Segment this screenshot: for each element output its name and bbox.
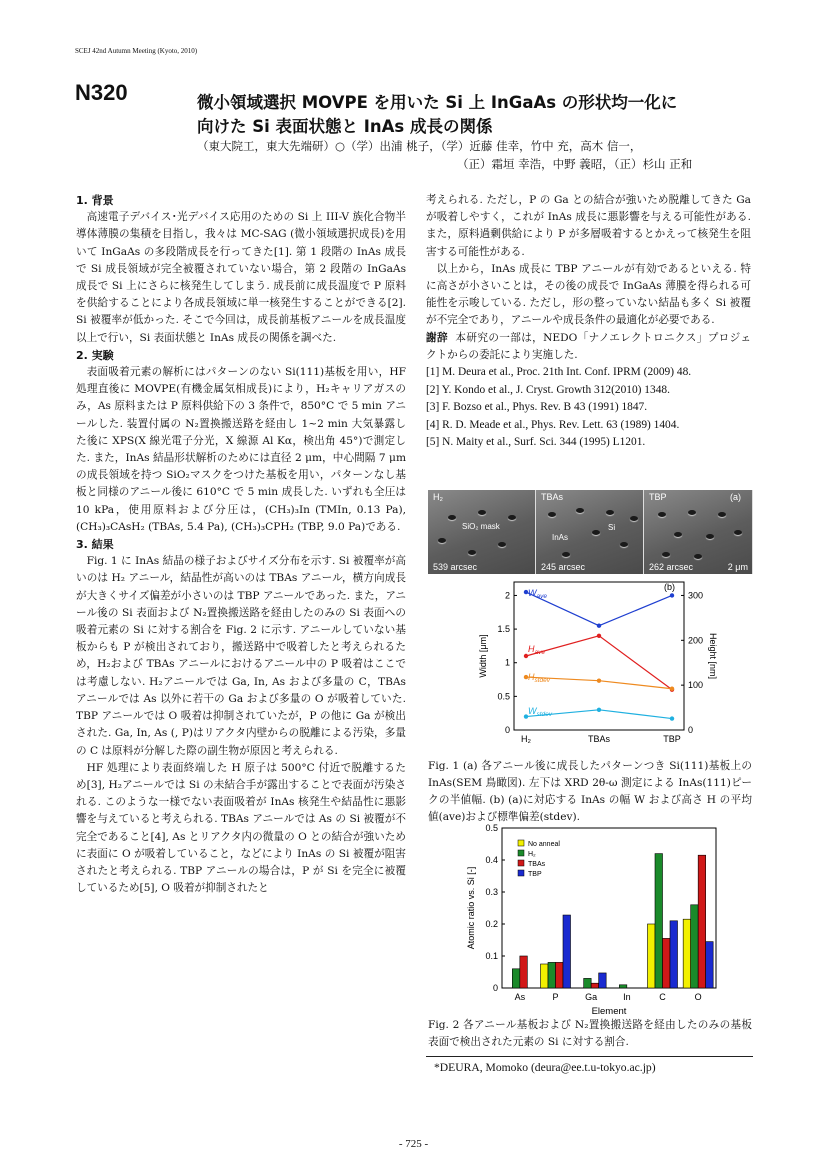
ack-heading: 謝辞 (426, 331, 448, 344)
results-continued: 考えられる. ただし，P の Ga との結合が強いため脱離してきた Ga が吸着しやすく，これが InAs 成長に悪影響を与える可能性がある. また，原料過剰供給により P が多層吸着するとかえって核発生を阻害する可能性がある. (426, 194, 751, 258)
fig2-caption: Fig. 2 各アニール基板および N₂置換搬送路を経由したのみの基板表面で検出された元素の Si に対する割合. (428, 1019, 752, 1048)
section-heading-experiment: 2. 実験 (76, 348, 114, 362)
series-line (526, 592, 672, 626)
bar (648, 924, 656, 988)
fig1-caption: Fig. 1 (a) 各アニール後に成長したパターンつき Si(111)基板上の InAs(SEM 鳥瞰図). 左下は XRD 2θ-ω 測定による InAs(111)ピークの半値幅. (b) (a)に対応する InAs の幅 W および高さ H の平均値(ave)および標準偏差(stdev). (428, 760, 752, 823)
data-point (597, 678, 601, 682)
conclusion-paragraph: 以上から，InAs 成長に TBP アニールが有効であるといえる. 特に高さが小さいことは，その後の成長で InGaAs 薄膜を得られる可能性を示唆している. ただし，形の整っていない結晶も多く Si 被覆が不完全であり，アニールや成長条件の最適化が必要である. (426, 262, 751, 327)
legend-swatch (518, 850, 524, 856)
bar (619, 985, 627, 988)
y-axis-title: Atomic ratio vs. Si [-] (466, 866, 476, 950)
background-paragraph: 高速電子デバイス･光デバイス応用のための Si 上 III-V 族化合物半導体薄膜の集積を目指し，我々は MC-SAG (微小領域選択成長)を用いて InGaAs の多段階成長を行ってきた[1]. 第 1 段階の InAs 成長で Si 成長領域が完全被覆されていない場合，第 2 段階の InGaAs 成長で Si 上にさらに核発生してしまう. 成長前に成長温度で P 原料を供給することにより各成長領域に単一核発生することができる[2]. Si 被覆率が低かった. そこで今回は，成長前基板アニールを成長温度以上で行い，Si 表面状態と InAs 成長の関係を調べた. (76, 211, 406, 344)
legend-label: H₂ (528, 851, 536, 858)
paper-title (197, 91, 757, 139)
data-point (670, 593, 674, 597)
x-tick-label: C (659, 992, 666, 1002)
y-tick-label: 0.5 (485, 823, 498, 833)
sem-panel-h2 (428, 490, 536, 574)
crystal-hole (468, 550, 476, 555)
conference-header: SCEJ 42nd Autumn Meeting (Kyoto, 2010) (75, 47, 198, 55)
bar (520, 956, 528, 988)
y2-tick-label: 200 (688, 635, 704, 646)
crystal-hole (508, 515, 516, 520)
reference-item: [3] F. Bozso et al., Phys. Rev. B 43 (1991) 1847. (426, 401, 648, 414)
reference-item: [1] M. Deura et al., Proc. 21th Int. Conf. IPRM (2009) 48. (426, 366, 692, 379)
y-tick-label: 0.1 (485, 951, 498, 961)
bar (556, 962, 564, 988)
crystal-hole (606, 510, 614, 515)
section-heading-results: 3. 結果 (76, 538, 114, 552)
section-heading-background: 1. 背景 (76, 194, 114, 207)
data-point (597, 634, 601, 638)
y2-tick-label: 100 (688, 680, 704, 691)
sem-panel-label: TBAs (541, 492, 564, 502)
y-tick-label: 0.2 (485, 919, 498, 929)
y-axis-title: Width [μm] (478, 634, 488, 678)
crystal-hole (576, 508, 584, 513)
crystal-hole (562, 552, 570, 557)
legend-swatch (518, 840, 524, 846)
si-label: Si (608, 523, 616, 532)
crystal-hole (706, 534, 714, 539)
title-line-1: 微小領域選択 MOVPE を用いた Si 上 InGaAs の形状均一化に (197, 93, 678, 112)
crystal-hole (674, 532, 682, 537)
bar (512, 969, 520, 988)
crystal-hole (478, 510, 486, 515)
y-tick-label: 0.5 (497, 691, 510, 702)
data-point (597, 708, 601, 712)
chart-tag: (b) (664, 582, 675, 592)
crystal-hole (734, 530, 742, 535)
results-paragraph-1: Fig. 1 に InAs 結晶の様子およびサイズ分布を示す. Si 被覆率が高いのは H₂ アニール，結晶性が高いのは TBAs アニール，横方向成長が大きくサイズ偏差が小さいのは TBP アニールであった. また，アニール後の Si 表面および N₂置換搬送路を経由したのみの Si 表面への吸着元素の Si に対する割合を Fig. 2 に示す. アニールしていない基板からも P が検出されており，搬送路中で吸着したと考えられるため，H₂および TBAs アニールにおけるアニール中の P 吸着はここでは考慮しない. H₂アニールでは Ga, In, As および多量の C，TBAs アニールでは As 以外に若干の Ga および多量の O が吸着していた. TBP アニールでは O 吸着は抑制されていたが，P の他に Ga が検出された. Ga, In, As (, P)はリアクタ内壁からの脱離による汚染，多量の C は原料が分解した際の副生物が原因と考えられる. (76, 555, 406, 757)
bar (670, 921, 678, 988)
experiment-paragraph: 表面吸着元素の解析にはパターンのない Si(111)基板を用い，HF 処理直後に MOVPE(有機金属気相成長)により，H₂キャリアガスのみ，As 原料または P 原料供給下の 3 条件で，850°C で 5 min アニールした. 装置付属の N₂置換搬送路を経由し 1~2 min 大気暴露した後に XPS(X 線光電子分光，X 線源 Al Kα，検出角 45°)で測定した. また，InAs 結晶形状解析のためには直径 2 μm，中心間隔 7 μm の成長領域を持つ SiO₂マスクをつけた基板を用い，パターンなし基板と同様のアニール後に 610°C で 5 min 成長した. いずれも全圧は 10 kPa，使用原料および分圧は，(CH₃)₃In (TMIn, 0.13 Pa), (CH₃)₃CAsH₂ (TBAs, 5.4 Pa), (CH₃)₃CPH₂ (TBP, 9.0 Pa)である. (76, 366, 406, 533)
fig1b-chart (478, 576, 716, 754)
crystal-hole (662, 552, 670, 557)
x-tick-label: As (514, 992, 526, 1002)
bar (683, 919, 691, 988)
crystal-hole (548, 512, 556, 517)
page-number: - 725 - (398, 1138, 429, 1150)
ack-text: 本研究の一部は，NEDO「ナノエレクトロニクス」プロジェクトからの委託により実施した. (426, 331, 751, 361)
fig2-chart (462, 822, 724, 1018)
acknowledgement (426, 330, 751, 364)
y-tick-label: 0.3 (485, 887, 498, 897)
data-point (524, 654, 528, 658)
crystal-hole (630, 516, 638, 521)
y2-tick-label: 300 (688, 590, 704, 601)
sem-panel-tbp (644, 490, 753, 574)
data-point (597, 624, 601, 628)
sem-panel-label: TBP (649, 492, 667, 502)
corresponding-author: *DEURA, Momoko (deura@ee.t.u-tokyo.ac.jp) (434, 1061, 656, 1074)
bar (691, 905, 699, 988)
y2-axis-title: Height [nm] (708, 632, 718, 680)
bar (541, 964, 549, 988)
sem-image-panel (428, 490, 752, 574)
crystal-hole (438, 538, 446, 543)
series-label: $W_{stdev}$ (528, 706, 553, 718)
y-tick-label: 1.5 (497, 624, 510, 635)
data-point (670, 716, 674, 720)
x-tick-label: Ga (585, 992, 598, 1002)
sem-arcsec: 245 arcsec (541, 562, 586, 572)
bar (706, 942, 714, 988)
y-tick-label: 1 (504, 657, 510, 668)
bar (584, 978, 591, 988)
bar (599, 973, 607, 988)
reference-item: [5] N. Maity et al., Surf. Sci. 344 (1995) L1201. (426, 436, 646, 449)
crystal-hole (592, 530, 600, 535)
legend-label: No anneal (528, 841, 560, 848)
x-tick-label: TBP (663, 734, 681, 744)
data-point (670, 687, 674, 691)
bar (663, 938, 671, 988)
authors-line-1: （東大院工，東大先端研）○（学）出浦 桃子，（学）近藤 佳幸，竹中 充，高木 信一， (197, 139, 642, 153)
sem-panel-tag: (a) (730, 492, 741, 502)
paper-id: N320 (75, 80, 128, 105)
legend-label: TBAs (528, 861, 546, 868)
authors (197, 137, 777, 173)
x-tick-label: H₂ (521, 734, 531, 744)
x-tick-label: O (694, 992, 702, 1002)
series-label: $H_{stdev}$ (528, 672, 551, 684)
x-tick-label: TBAs (587, 734, 611, 744)
sem-panel-tbas (536, 490, 644, 574)
results-paragraph-2: HF 処理により表面終端した H 原子は 500°C 付近で脱離するため[3], H₂アニールでは Si の未結合手が露出することで表面が汚染される. このような一様でない表面吸着が InAs 核発生や結晶性に悪影響を与えていると考えられる. TBAs アニールでは As の Si 被覆が不完全であること[4], As とリアクタ内の微量の O との結合が強いために表面に O が吸着していること，などにより InAs の Si 被覆が阻害されたと考えられる. TBP アニールの場合は，P が Si を完全に被覆しているため[5], O 吸着が抑制されたと (76, 761, 406, 895)
y-tick-label: 2 (504, 590, 510, 601)
bar (563, 915, 571, 988)
crystal-hole (498, 542, 506, 547)
legend-label: TBP (528, 871, 542, 878)
footnote-divider (426, 1056, 753, 1057)
legend-swatch (518, 870, 524, 876)
reference-item: [2] Y. Kondo et al., J. Cryst. Growth 312(2010) 1348. (426, 383, 670, 396)
series-label: $W_{ave}$ (528, 588, 547, 600)
crystal-hole (620, 542, 628, 547)
bar (698, 855, 706, 988)
sem-scale-bar: 2 μm (727, 562, 748, 572)
right-column (426, 192, 751, 452)
y2-tick-label: 0 (688, 725, 694, 735)
y-tick-label: 0.4 (485, 855, 498, 865)
title-line-2: 向けた Si 表面状態と InAs 成長の関係 (197, 117, 493, 136)
y-tick-label: 0 (492, 983, 498, 993)
bar (591, 983, 599, 988)
crystal-hole (688, 510, 696, 515)
sem-panel-label: H₂ (433, 492, 443, 502)
inas-label: InAs (552, 533, 569, 542)
reference-item: [4] R. D. Meade et al., Phys. Rev. Lett. 63 (1989) 1404. (426, 418, 680, 431)
left-column (76, 192, 406, 897)
bar (655, 854, 663, 988)
y-tick-label: 0 (504, 725, 510, 735)
crystal-hole (448, 515, 456, 520)
series-label: $H_{ave}$ (528, 644, 545, 656)
sio2-mask-label: SiO₂ mask (462, 522, 500, 531)
sem-arcsec: 539 arcsec (433, 562, 478, 572)
x-tick-label: In (623, 992, 631, 1002)
crystal-hole (658, 512, 666, 517)
crystal-hole (694, 554, 702, 559)
bar (548, 962, 556, 988)
sem-arcsec: 262 arcsec (649, 562, 694, 572)
authors-line-2: （正）霜垣 幸浩，中野 義昭，（正）杉山 正和 (457, 157, 693, 171)
references-list (426, 364, 751, 452)
legend-swatch (518, 860, 524, 866)
crystal-hole (718, 512, 726, 517)
x-axis-title: Element (591, 1006, 627, 1017)
x-tick-label: P (552, 992, 559, 1002)
